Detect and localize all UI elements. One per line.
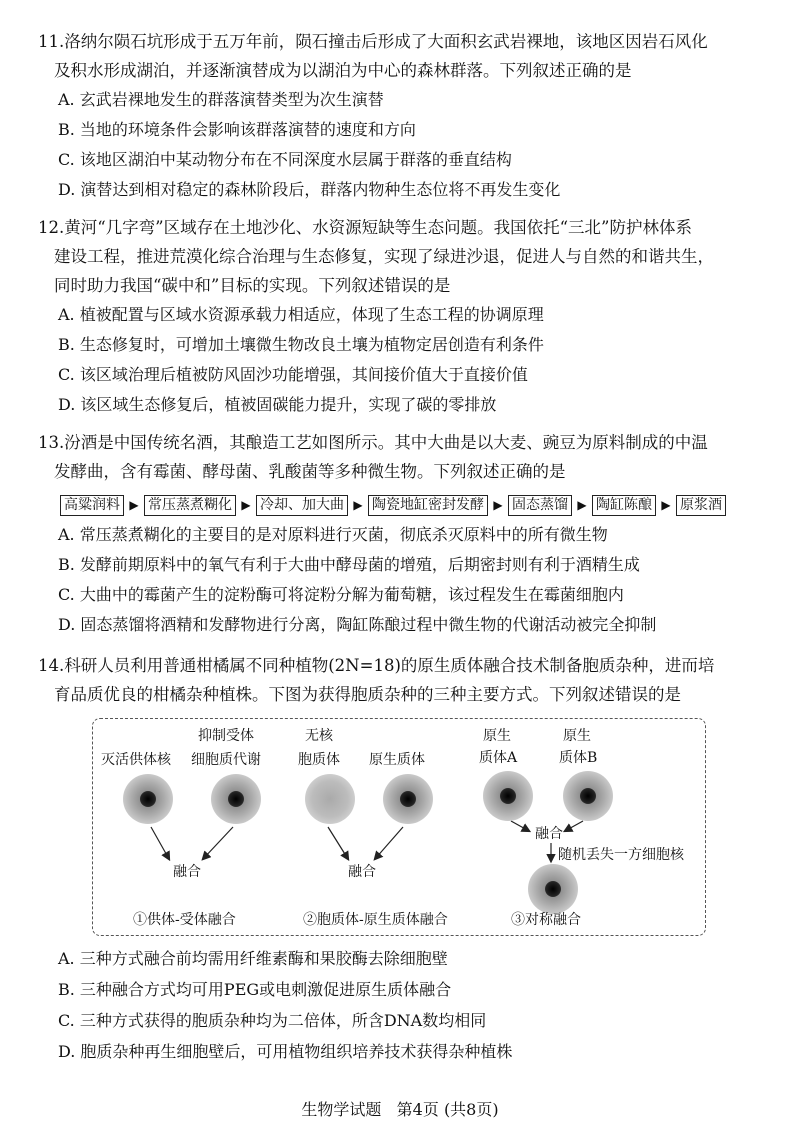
q12-stem-line2: 建设工程，推进荒漠化综合治理与生态修复，实现了绿进沙退，促进人与自然的和谐共生， bbox=[54, 247, 714, 266]
flow-step-5: 固态蒸馏 bbox=[508, 495, 572, 516]
q12-option-a: A. 植被配置与区域水资源承载力相适应，体现了生态工程的协调原理 bbox=[58, 305, 544, 324]
q11-stem-line2: 及积水形成湖泊，并逐渐演替成为以湖泊为中心的森林群落。下列叙述正确的是 bbox=[54, 61, 632, 80]
label-protoplast-b-1: 原生 bbox=[563, 728, 591, 744]
cell-hybrid bbox=[528, 864, 578, 914]
arrow-3a bbox=[511, 821, 529, 831]
q11-stem bbox=[38, 27, 778, 85]
q11-stem-line1: 洛纳尔陨石坑形成于五万年前，陨石撞击后形成了大面积玄武岩裸地，该地区因岩石风化 bbox=[64, 32, 708, 51]
q13-stem-line2: 发酵曲，含有霉菌、酵母菌、乳酸菌等多种微生物。下列叙述正确的是 bbox=[54, 462, 566, 481]
q11-number: 11. bbox=[38, 32, 65, 51]
arrow-right-icon: ▶ bbox=[129, 498, 139, 512]
flow-step-2: 常压蒸煮糊化 bbox=[144, 495, 236, 516]
nucleus-icon bbox=[500, 788, 516, 804]
q12-stem bbox=[38, 213, 778, 300]
arrow-right-icon: ▶ bbox=[493, 498, 503, 512]
caption-3: ③对称融合 bbox=[511, 912, 581, 928]
label-protoplast-a-2: 质体A bbox=[479, 750, 518, 766]
question-14 bbox=[38, 651, 778, 709]
cell-recipient bbox=[211, 774, 261, 824]
flow-step-1: 高粱润料 bbox=[60, 495, 124, 516]
q13-option-a: A. 常压蒸煮糊化的主要目的是对原料进行灭菌，彻底杀灭原料中的所有微生物 bbox=[58, 525, 608, 544]
q11-option-a: A. 玄武岩裸地发生的群落演替类型为次生演替 bbox=[58, 90, 384, 109]
arrow-right-icon: ▶ bbox=[661, 498, 671, 512]
label-protoplast-a-1: 原生 bbox=[483, 728, 511, 744]
question-12 bbox=[38, 213, 778, 420]
q11-option-b: B. 当地的环境条件会影响该群落演替的速度和方向 bbox=[58, 120, 416, 139]
label-cytoplast-2: 胞质体 bbox=[298, 752, 340, 768]
cell-protoplast-b bbox=[563, 771, 613, 821]
label-fusion-1: 融合 bbox=[173, 864, 201, 880]
q14-stem-line1: 科研人员利用普通柑橘属不同种植物(2N=18)的原生质体融合技术制备胞质杂种，进而培 bbox=[64, 656, 715, 675]
label-protoplast: 原生质体 bbox=[369, 752, 425, 768]
flow-step-4: 陶瓷地缸密封发酵 bbox=[368, 495, 488, 516]
label-protoplast-b-2: 质体B bbox=[559, 750, 598, 766]
nucleus-icon bbox=[545, 881, 561, 897]
flow-step-6: 陶缸陈酿 bbox=[592, 495, 656, 516]
q13-option-d: D. 固态蒸馏将酒精和发酵物进行分离，陶缸陈酿过程中微生物的代谢活动被完全抑制 bbox=[58, 615, 657, 634]
q14-option-d: D. 胞质杂种再生细胞壁后，可用植物组织培养技术获得杂种植株 bbox=[58, 1042, 513, 1061]
label-fusion-2: 融合 bbox=[348, 864, 376, 880]
footer-page: 第4页 bbox=[396, 1100, 439, 1119]
flow-step-3: 冷却、加大曲 bbox=[256, 495, 348, 516]
footer-total: (共8页) bbox=[443, 1100, 499, 1119]
arrow-3b bbox=[565, 821, 583, 831]
label-recipient-2: 细胞质代谢 bbox=[191, 752, 261, 768]
q14-option-c: C. 三种方式获得的胞质杂种均为二倍体，所含DNA数均相同 bbox=[58, 1011, 487, 1030]
q11-option-d: D. 演替达到相对稳定的森林阶段后，群落内物种生态位将不再发生变化 bbox=[58, 180, 561, 199]
nucleus-icon bbox=[140, 791, 156, 807]
arrow-2a bbox=[328, 827, 348, 859]
arrow-1a bbox=[151, 827, 169, 859]
fusion-diagram bbox=[92, 718, 706, 936]
arrow-1b bbox=[203, 827, 233, 859]
q12-option-b: B. 生态修复时，可增加土壤微生物改良土壤为植物定居创造有利条件 bbox=[58, 335, 544, 354]
q13-number: 13. bbox=[38, 433, 65, 452]
brewing-flowchart bbox=[60, 494, 760, 516]
q13-stem bbox=[38, 428, 778, 486]
label-random-loss: 随机丢失一方细胞核 bbox=[558, 847, 684, 863]
nucleus-icon bbox=[580, 788, 596, 804]
q13-option-c: C. 大曲中的霉菌产生的淀粉酶可将淀粉分解为葡萄糖，该过程发生在霉菌细胞内 bbox=[58, 585, 624, 604]
q12-stem-line1: 黄河“几字弯”区域存在土地沙化、水资源短缺等生态问题。我国依托“三北”防护林体系 bbox=[64, 218, 692, 237]
arrow-2b bbox=[375, 827, 403, 859]
label-recipient-1: 抑制受体 bbox=[198, 728, 254, 744]
q14-option-a: A. 三种方式融合前均需用纤维素酶和果胶酶去除细胞壁 bbox=[58, 949, 448, 968]
q12-number: 12. bbox=[38, 218, 65, 237]
q13-stem-line1: 汾酒是中国传统名酒，其酿造工艺如图所示。其中大曲是以大麦、豌豆为原料制成的中温 bbox=[64, 433, 708, 452]
caption-1: ①供体-受体融合 bbox=[133, 912, 236, 928]
q13-option-b: B. 发酵前期原料中的氧气有利于大曲中酵母菌的增殖，后期密封则有利于酒精生成 bbox=[58, 555, 640, 574]
cell-cytoplast bbox=[305, 774, 355, 824]
page-footer bbox=[0, 1097, 800, 1120]
question-13 bbox=[38, 428, 778, 640]
arrow-right-icon: ▶ bbox=[241, 498, 251, 512]
q14-stem bbox=[38, 651, 778, 709]
label-donor: 灭活供体核 bbox=[101, 752, 171, 768]
question-11 bbox=[38, 27, 778, 205]
q14-option-b: B. 三种融合方式均可用PEG或电刺激促进原生质体融合 bbox=[58, 980, 452, 999]
cell-protoplast-a bbox=[483, 771, 533, 821]
nucleus-icon bbox=[228, 791, 244, 807]
cell-donor bbox=[123, 774, 173, 824]
q11-option-c: C. 该地区湖泊中某动物分布在不同深度水层属于群落的垂直结构 bbox=[58, 150, 512, 169]
label-fusion-3: 融合 bbox=[535, 826, 563, 842]
arrow-right-icon: ▶ bbox=[577, 498, 587, 512]
q12-stem-line3: 同时助力我国“碳中和”目标的实现。下列叙述错误的是 bbox=[54, 276, 451, 295]
cell-protoplast bbox=[383, 774, 433, 824]
label-cytoplast-1: 无核 bbox=[305, 728, 333, 744]
footer-subject: 生物学试题 bbox=[301, 1100, 382, 1119]
q14-stem-line2: 育品质优良的柑橘杂种植株。下图为获得胞质杂种的三种主要方式。下列叙述错误的是 bbox=[54, 685, 681, 704]
q12-option-c: C. 该区域治理后植被防风固沙功能增强，其间接价值大于直接价值 bbox=[58, 365, 528, 384]
q12-option-d: D. 该区域生态修复后，植被固碳能力提升，实现了碳的零排放 bbox=[58, 395, 497, 414]
nucleus-icon bbox=[400, 791, 416, 807]
arrow-right-icon: ▶ bbox=[353, 498, 363, 512]
caption-2: ②胞质体-原生质体融合 bbox=[303, 912, 448, 928]
q14-number: 14. bbox=[38, 656, 65, 675]
flow-step-7: 原浆酒 bbox=[676, 495, 726, 516]
